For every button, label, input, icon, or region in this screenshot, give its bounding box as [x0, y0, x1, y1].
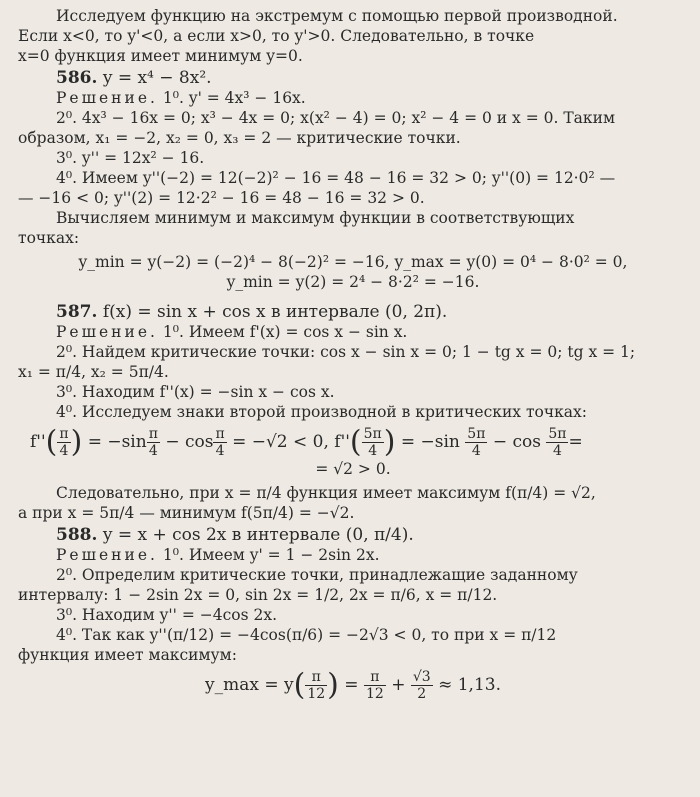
frac-den: 2	[417, 686, 427, 702]
formula-text: =	[344, 675, 359, 695]
fraction	[213, 426, 226, 459]
frac-num: π	[59, 426, 69, 442]
paren: )	[383, 424, 396, 460]
frac-den: 12	[365, 686, 384, 702]
fraction	[465, 426, 487, 459]
fraction	[546, 426, 568, 459]
frac-num: 5π	[548, 426, 567, 442]
intro-line-3: x=0 функция имеет минимум y=0.	[18, 47, 303, 65]
problem-586-step-4a: 4⁰. Имеем y''(−2) = 12(−2)² − 16 = 48 − 16 = 32 > 0; y''(0) = 12·0² —	[56, 169, 616, 187]
problem-586-calc-1: Вычисляем минимум и максимум функции в соответствующих	[56, 209, 575, 227]
frac-num: π	[364, 669, 386, 686]
frac-num: π	[148, 426, 158, 442]
problem-586-formula-2: y_min = y(2) = 2⁴ − 8·2² = −16.	[226, 273, 480, 291]
formula-text: = −sin	[87, 432, 147, 452]
problem-588-number: 588.	[56, 525, 98, 545]
frac-den: 4	[552, 443, 562, 459]
frac-num: π	[305, 669, 327, 686]
problem-588-statement: y = x + cos 2x в интервале (0, π/4).	[102, 525, 414, 545]
paren: (	[349, 424, 362, 460]
formula-text: − cos	[165, 432, 214, 452]
frac-den: 4	[471, 443, 481, 459]
problem-587-step-2b: x₁ = π/4, x₂ = 5π/4.	[18, 363, 169, 381]
frac-num: 5π	[467, 426, 486, 442]
problem-587-conclusion-1: Следовательно, при x = π/4 функция имеет максимум f(π/4) = √2,	[56, 484, 596, 502]
formula-fn: f''	[334, 432, 350, 452]
fraction	[362, 426, 384, 459]
frac-den: 4	[59, 443, 69, 459]
intro-line-1: Исследуем функцию на экстремум с помощью первой производной.	[56, 7, 618, 25]
frac-den: 12	[307, 686, 326, 702]
solution-label: Решение.	[56, 323, 158, 341]
frac-den: 4	[368, 443, 378, 459]
paren: (	[293, 667, 306, 703]
formula-text: − cos	[492, 432, 541, 452]
fraction	[411, 669, 433, 702]
problem-587-heading	[18, 302, 688, 322]
problem-586-step-3: 3⁰. y'' = 12x² − 16.	[56, 149, 205, 167]
paren: )	[70, 424, 83, 460]
solution-label: Решение.	[56, 546, 158, 564]
problem-586-step-2b: образом, x₁ = −2, x₂ = 0, x₃ = 2 — критические точки.	[18, 129, 461, 147]
fraction	[147, 426, 160, 459]
problem-586-heading	[18, 68, 688, 88]
problem-588-step-2b: интервалу: 1 − 2sin 2x = 0, sin 2x = 1/2, 2x = π/6, x = π/12.	[18, 586, 498, 604]
problem-586-step-1	[18, 88, 688, 108]
problem-587-step-3: 3⁰. Находим f''(x) = −sin x − cos x.	[56, 383, 335, 401]
formula-text: ≈ 1,13.	[438, 675, 501, 695]
solution-label: Решение.	[56, 89, 158, 107]
paren: (	[45, 424, 58, 460]
formula-text: y_max = y	[205, 675, 294, 695]
frac-den: 4	[215, 443, 225, 459]
problem-586-calc-2: точках:	[18, 229, 80, 247]
problem-587-number: 587.	[56, 302, 98, 322]
problem-586-step-4b: — −16 < 0; y''(2) = 12·2² − 16 = 48 − 16 = 32 > 0.	[18, 189, 425, 207]
problem-586-formula-1: y_min = y(−2) = (−2)⁴ − 8(−2)² = −16, y_max = y(0) = 0⁴ − 8·0² = 0,	[78, 253, 628, 271]
problem-587-formula-result: = √2 > 0.	[315, 460, 391, 478]
problem-588-step-4b: функция имеет максимум:	[18, 646, 237, 664]
step-text: 1⁰. y' = 4x³ − 16x.	[162, 89, 306, 107]
formula-text: +	[391, 675, 406, 695]
problem-588-step-4a: 4⁰. Так как y''(π/12) = −4cos(π/6) = −2√3 < 0, то при x = π/12	[56, 626, 557, 644]
intro-line-2: Если x<0, то y'<0, а если x>0, то y'>0. Следовательно, в точке	[18, 27, 535, 45]
problem-586-number: 586.	[56, 68, 98, 88]
problem-587-statement: f(x) = sin x + cos x в интервале (0, 2π).	[102, 302, 448, 322]
formula-text: =	[568, 432, 583, 452]
problem-588-ymax-formula	[18, 669, 688, 702]
step-text: 1⁰. Имеем y' = 1 − 2sin 2x.	[162, 546, 380, 564]
problem-588-step-1	[18, 545, 688, 565]
problem-586-statement: y = x⁴ − 8x².	[102, 68, 212, 88]
problem-586-step-2a: 2⁰. 4x³ − 16x = 0; x³ − 4x = 0; x(x² − 4) = 0; x² − 4 = 0 и x = 0. Таким	[56, 109, 615, 127]
paren: )	[327, 667, 339, 703]
frac-den: 4	[148, 443, 158, 459]
fraction	[364, 669, 386, 702]
formula-text: = −√2 < 0,	[232, 432, 329, 452]
formula-fn: f''	[30, 432, 46, 452]
problem-587-step-4: 4⁰. Исследуем знаки второй производной в критических точках:	[56, 403, 587, 421]
formula-text: = −sin	[400, 432, 460, 452]
problem-588-step-2a: 2⁰. Определим критические точки, принадлежащие заданному	[56, 566, 578, 584]
problem-587-step-2a: 2⁰. Найдем критические точки: cos x − sin x = 0; 1 − tg x = 0; tg x = 1;	[56, 343, 636, 361]
frac-num: π	[215, 426, 225, 442]
fraction	[305, 669, 327, 702]
problem-587-second-derivative-formula	[18, 426, 688, 459]
step-text: 1⁰. Имеем f'(x) = cos x − sin x.	[162, 323, 408, 341]
problem-587-step-1	[18, 322, 688, 342]
problem-588-heading	[18, 525, 688, 545]
fraction	[57, 426, 70, 459]
problem-587-conclusion-2: а при x = 5π/4 — минимум f(5π/4) = −√2.	[18, 504, 355, 522]
frac-num: √3	[412, 669, 431, 685]
problem-588-step-3: 3⁰. Находим y'' = −4cos 2x.	[56, 606, 278, 624]
frac-num: 5π	[363, 426, 382, 442]
